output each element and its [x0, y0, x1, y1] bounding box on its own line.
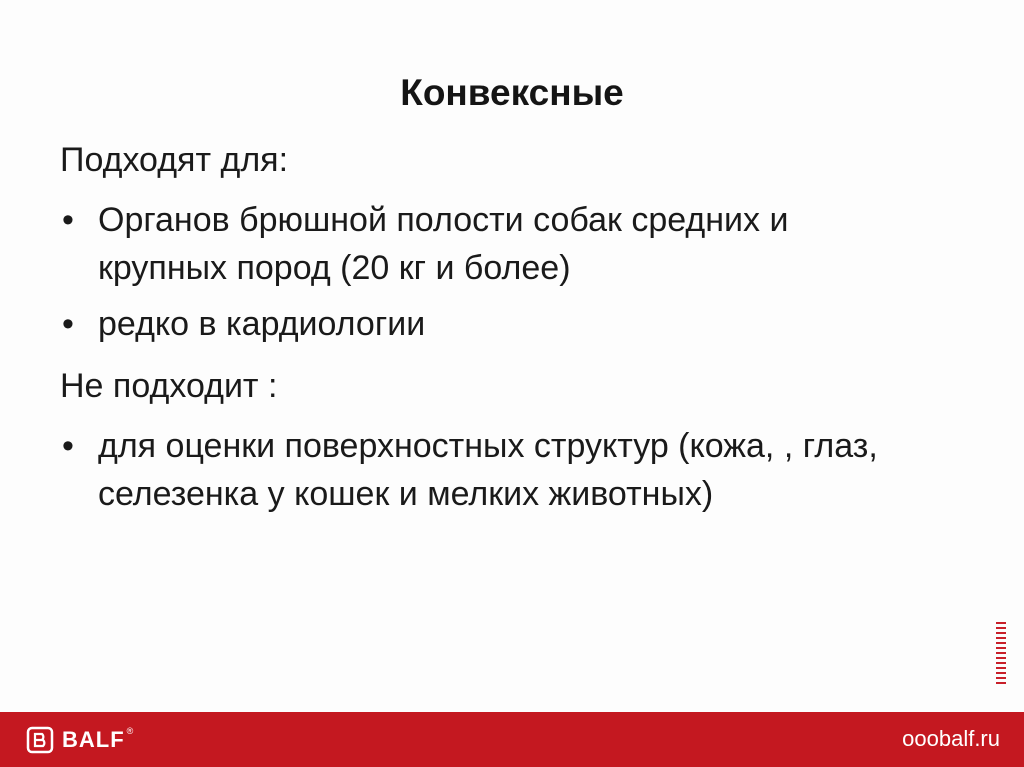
not-suitable-heading: Не подходит : [60, 367, 278, 405]
list-item [60, 300, 960, 348]
list-item-text: редко в кардиологии [98, 305, 426, 343]
side-stripes-decoration [996, 622, 1006, 686]
logo-text: BALF [62, 727, 125, 752]
slide-title: Конвексные [400, 72, 624, 113]
balf-logo [26, 724, 133, 756]
list-item-text: для оценки поверхностных структур (кожа, , глаз, селезенка у кошек и мелких животных) [98, 427, 878, 513]
slide-content [60, 130, 960, 526]
list-item [60, 422, 960, 518]
not-suitable-list [60, 422, 960, 518]
footer-bar [0, 712, 1024, 767]
suitable-heading: Подходят для: [60, 141, 289, 179]
suitable-list [60, 196, 960, 348]
bullet-icon: • [62, 305, 74, 343]
list-item-text: Органов брюшной полости собак средних и крупных пород (20 кг и более) [98, 201, 789, 287]
site-url[interactable]: ooobalf.ru [902, 726, 1000, 751]
bullet-icon: • [62, 427, 74, 465]
registered-mark: ® [126, 726, 134, 736]
list-item [60, 196, 960, 292]
balf-logo-icon [26, 726, 54, 754]
bullet-icon: • [62, 201, 74, 239]
